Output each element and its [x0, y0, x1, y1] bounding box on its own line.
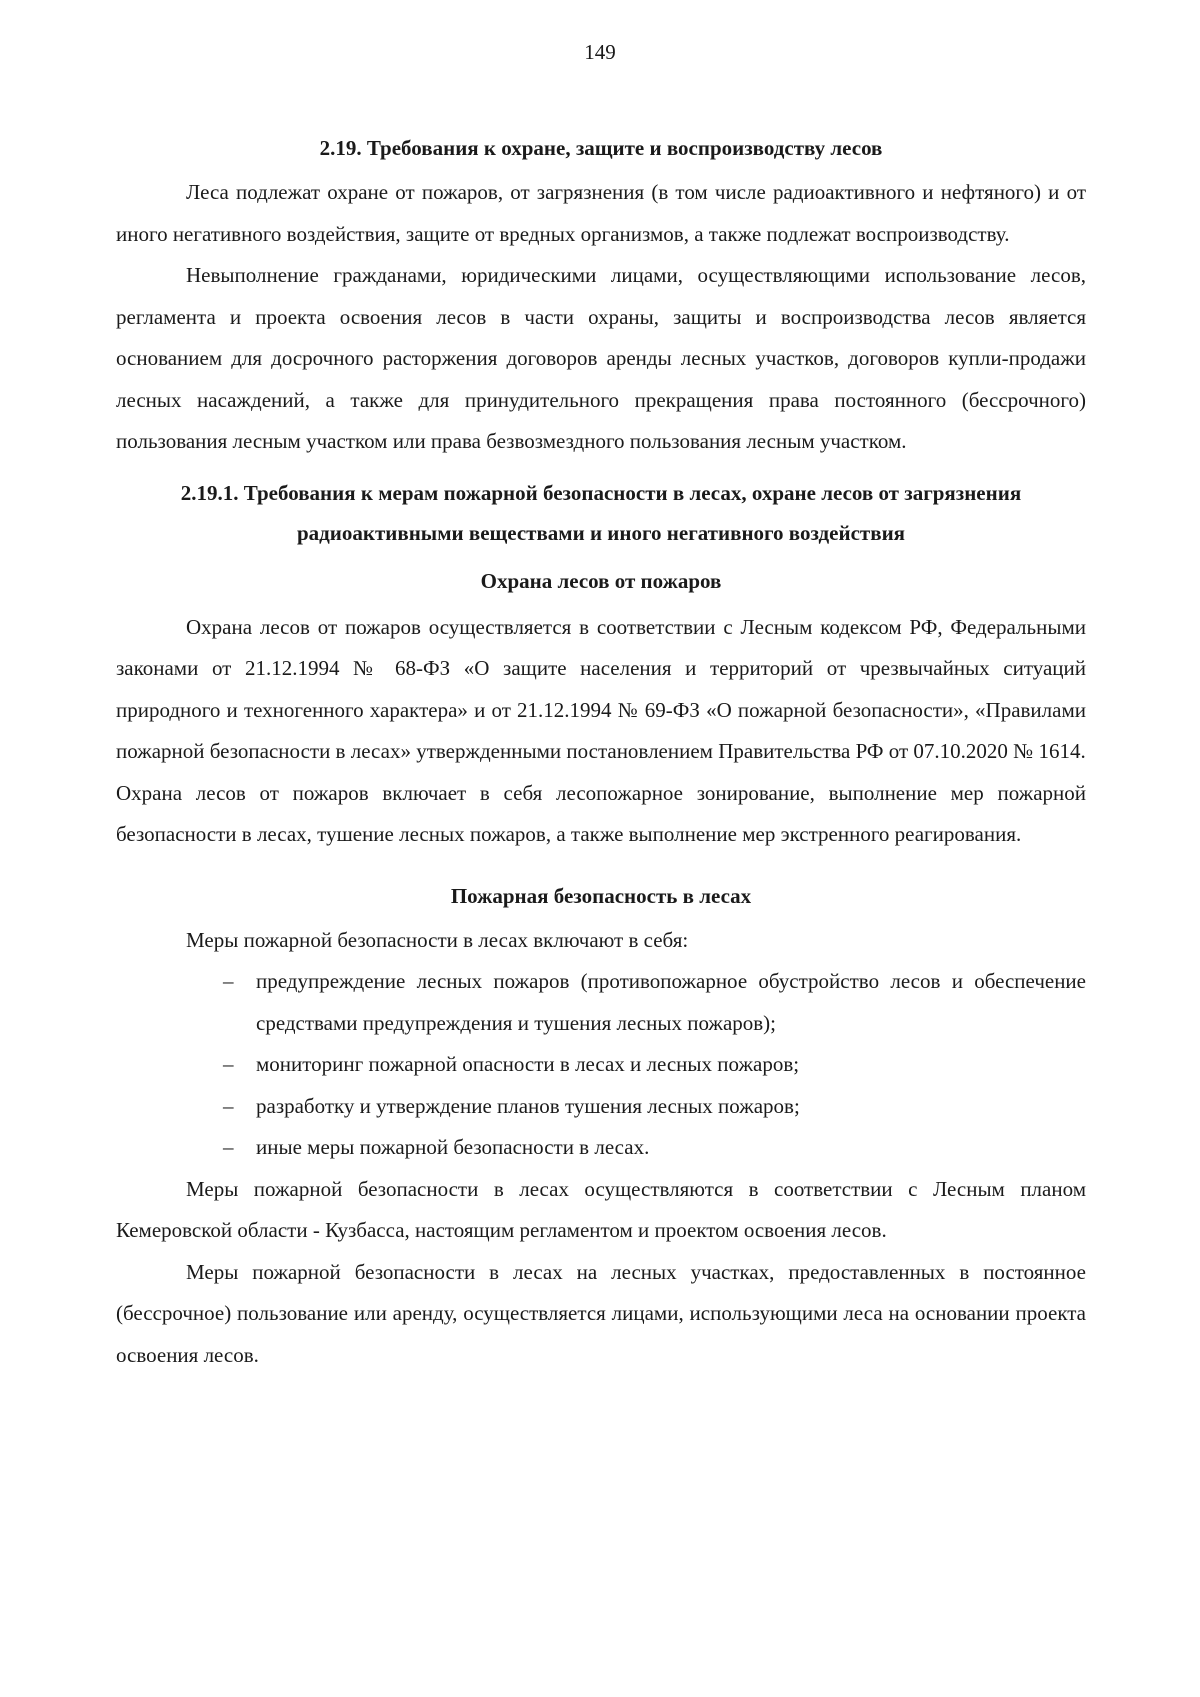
list-item-text: мониторинг пожарной опасности в лесах и лесных пожаров; [256, 1052, 800, 1076]
section-title: 2.19. Требования к охране, защите и воспроизводству лесов [319, 136, 883, 160]
page-content [116, 128, 1086, 1376]
list-item [116, 1044, 1086, 1086]
intro-paragraph-1: Леса подлежат охране от пожаров, от загрязнения (в том числе радиоактивного и нефтяного) и от иного негативного воздействия, защите от вредных организмов, а также подлежат воспроизводству. [116, 180, 1086, 246]
list-item [116, 1086, 1086, 1128]
fire-protection-paragraph-2: Охрана лесов от пожаров включает в себя лесопожарное зонирование, выполнение мер пожарной безопасности в лесах, тушение лесных пожаров, а также выполнение мер экстренного реагирования. [116, 780, 1086, 846]
dash-bullet: – [223, 1052, 234, 1076]
fire-safety-paragraph-after-2: Меры пожарной безопасности в лесах на лесных участках, предоставленных в постоянное (бессрочное) пользование или аренду, осуществляется лицами, использующими леса на основании проекта освоения лесов. [116, 1259, 1086, 1367]
fire-safety-intro: Меры пожарной безопасности в лесах включают в себя: [186, 927, 689, 952]
page-number: 149 [584, 40, 616, 64]
dash-bullet: – [223, 1093, 234, 1118]
fire-protection-paragraph-1: Охрана лесов от пожаров осуществляется в соответствии с Лесным кодексом РФ, Федеральными законами от 21.12.1994 № 68-ФЗ «О защите населения и территорий от чрезвычайных ситуаций природного и техногенного характера» и от 21.12.1994 № 69-ФЗ «О пожарной безопасности», «Правилами пожарной безопасности в лесах» утвержденными постановлением Правительства РФ от 07.10.2020 № 1614. [116, 614, 1086, 763]
list-item [116, 1127, 1086, 1169]
subsection-title: 2.19.1. Требования к мерам пожарной безопасности в лесах, охране лесов от загрязнения радиоактивными веществами и иного негативного воздействия [180, 480, 1022, 545]
dash-bullet: – [223, 969, 234, 993]
fire-safety-paragraph-after-1: Меры пожарной безопасности в лесах осуществляются в соответствии с Лесным планом Кемеровской области - Кузбасса, настоящим регламентом и проектом освоения лесов. [116, 1176, 1086, 1242]
fire-protection-title: Охрана лесов от пожаров [480, 568, 722, 593]
dash-bullet: – [223, 1135, 234, 1159]
fire-safety-title: Пожарная безопасность в лесах [450, 883, 752, 908]
fire-safety-measures-list [116, 961, 1086, 1169]
list-item-text: разработку и утверждение планов тушения лесных пожаров; [256, 1093, 800, 1118]
list-item-text: иные меры пожарной безопасности в лесах. [256, 1135, 650, 1159]
list-item [116, 961, 1086, 1044]
list-item-text: предупреждение лесных пожаров (противопожарное обустройство лесов и обеспечение средствами предупреждения и тушения лесных пожаров); [256, 969, 1086, 1035]
intro-paragraph-2: Невыполнение гражданами, юридическими лицами, осуществляющими использование лесов, регламента и проекта освоения лесов в части охраны, защиты и воспроизводства лесов является основанием для досрочного расторжения договоров аренды лесных участков, договоров купли-продажи лесных насаждений, а также для принудительного прекращения права постоянного (бессрочного) пользования лесным участком или права безвозмездного пользования лесным участком. [116, 263, 1086, 453]
